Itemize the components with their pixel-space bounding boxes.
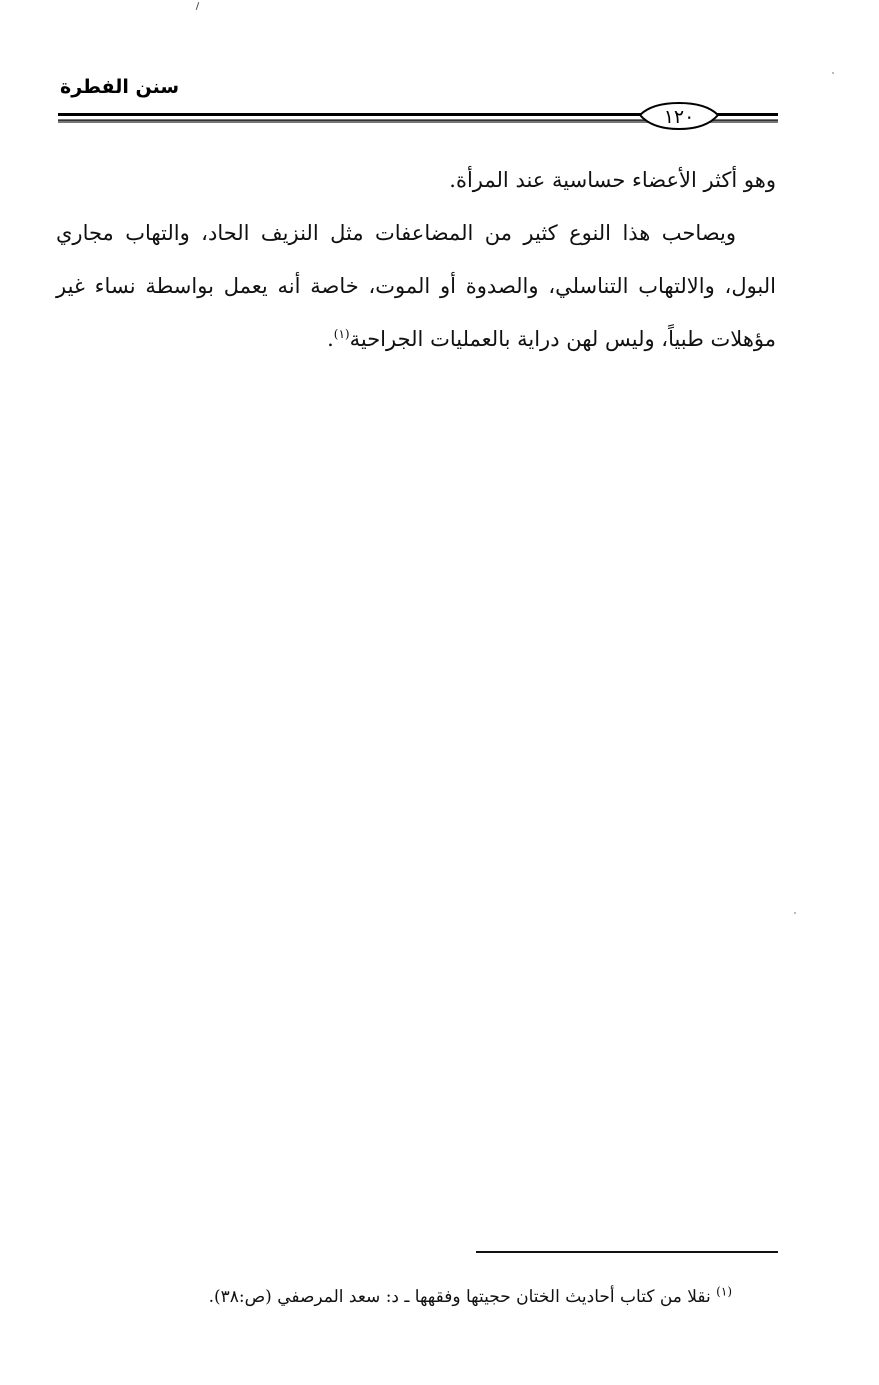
book-title: سنن الفطرة (60, 76, 180, 98)
page-number: ١٢٠ (663, 106, 695, 128)
footnote-reference[interactable]: (١) (333, 327, 350, 341)
page-header (58, 68, 778, 132)
body-line: وهو أكثر الأعضاء حساسية عند المرأة. (449, 168, 776, 192)
scan-mark (196, 2, 199, 10)
footnote (90, 1282, 732, 1312)
scan-dot (794, 912, 796, 914)
footnote-text: نقلا من كتاب أحاديث الختان حجيتها وفقهها ـ د: سعد المرصفي (ص:٣٨). (208, 1287, 711, 1307)
body-paragraph (56, 207, 776, 366)
body-text (56, 154, 776, 366)
footnote-marker: (١) (716, 1284, 732, 1299)
scan-dot (832, 72, 834, 74)
paragraph-text: ويصاحب هذا النوع كثير من المضاعفات مثل النزيف الحاد، والتهاب مجاري البول، والالتهاب التناسلي، والصدوة أو الموت، خاصة أنه يعمل بواسطة نساء غير مؤهلات طبياً، وليس لهن دراية بالعمليات الجراحية (56, 221, 776, 351)
footnote-divider (476, 1251, 778, 1253)
paragraph-end: . (327, 327, 334, 351)
